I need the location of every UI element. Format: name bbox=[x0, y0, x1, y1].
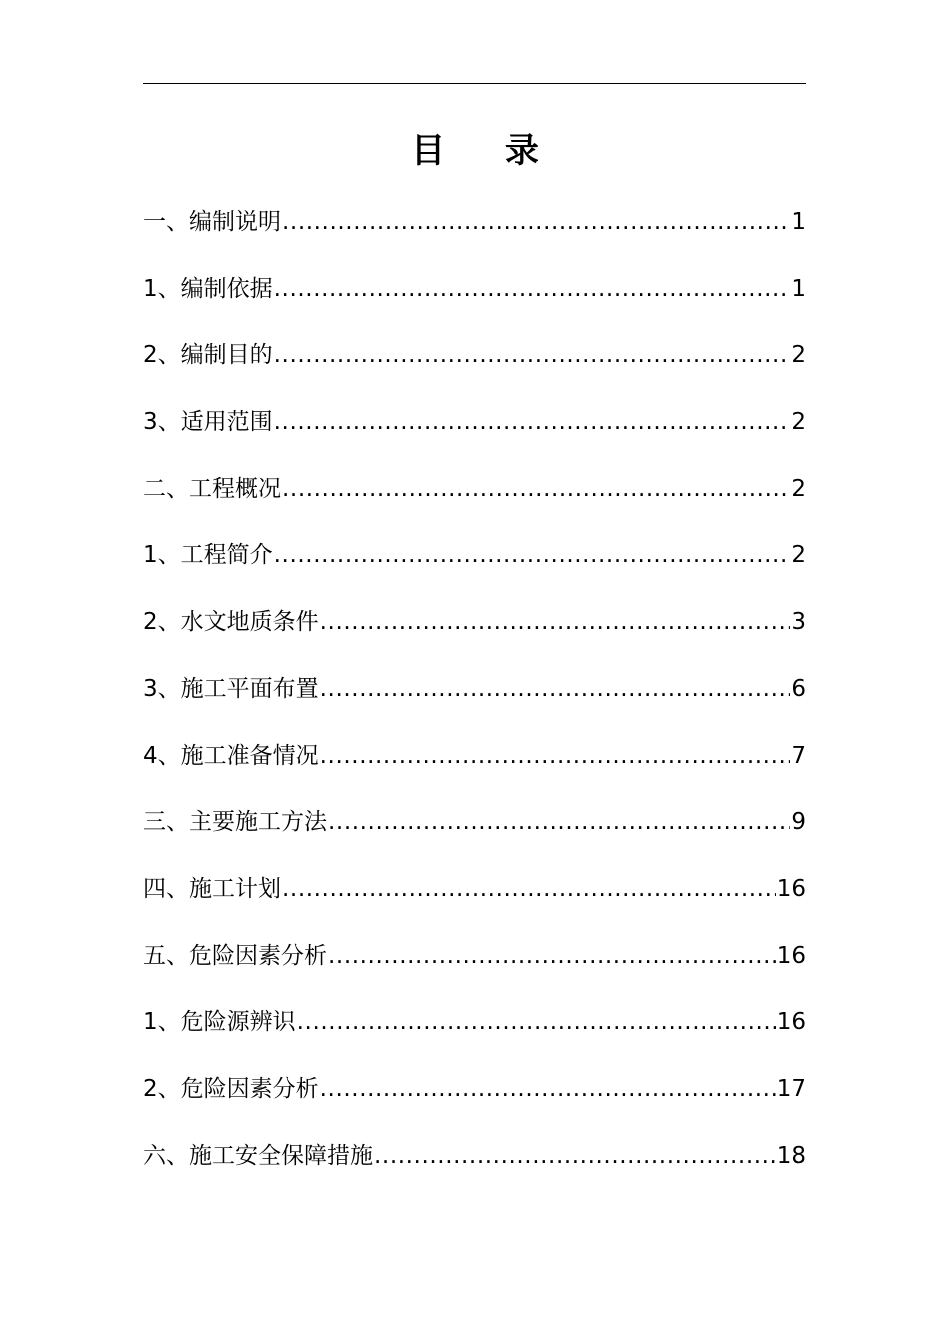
toc-dot-leader bbox=[328, 931, 776, 981]
toc-dot-leader bbox=[320, 597, 791, 647]
toc-entry-page: 1 bbox=[791, 275, 806, 302]
toc-entry[interactable] bbox=[143, 731, 806, 798]
toc-dot-leader bbox=[274, 530, 791, 580]
table-of-contents bbox=[143, 197, 806, 1197]
toc-entry-text: 4、施工准备情况 bbox=[143, 742, 319, 769]
toc-entry[interactable] bbox=[143, 864, 806, 931]
toc-entry-text: 3、施工平面布置 bbox=[143, 675, 319, 702]
toc-entry-text: 五、危险因素分析 bbox=[143, 942, 327, 969]
toc-entry-text: 3、适用范围 bbox=[143, 409, 273, 436]
toc-entry-text: 一、编制说明 bbox=[143, 209, 281, 235]
toc-entry-page: 16 bbox=[776, 1009, 806, 1036]
toc-dot-leader bbox=[320, 731, 791, 781]
toc-entry-page: 2 bbox=[791, 475, 806, 502]
toc-entry-page: 2 bbox=[791, 409, 806, 436]
toc-entry[interactable] bbox=[143, 931, 806, 998]
toc-entry[interactable] bbox=[143, 1064, 806, 1131]
toc-entry-text: 1、危险源辨识 bbox=[143, 1009, 296, 1036]
toc-entry-page: 17 bbox=[776, 1075, 806, 1102]
header-rule bbox=[143, 83, 806, 84]
toc-dot-leader bbox=[274, 330, 791, 380]
toc-dot-leader bbox=[320, 1064, 776, 1114]
toc-entry-page: 6 bbox=[791, 675, 806, 702]
toc-entry-page: 16 bbox=[776, 942, 806, 969]
toc-entry-text: 2、危险因素分析 bbox=[143, 1075, 319, 1102]
toc-entry-text: 六、施工安全保障措施 bbox=[143, 1142, 373, 1169]
toc-entry-text: 二、工程概况 bbox=[143, 475, 281, 502]
toc-entry[interactable] bbox=[143, 1131, 806, 1198]
toc-entry-text: 1、工程简介 bbox=[143, 542, 273, 569]
toc-entry-page: 2 bbox=[791, 542, 806, 569]
toc-entry-page: 18 bbox=[776, 1142, 806, 1169]
toc-dot-leader bbox=[282, 464, 790, 514]
toc-entry-text: 2、编制目的 bbox=[143, 342, 273, 369]
toc-entry[interactable] bbox=[143, 530, 806, 597]
toc-entry-text: 1、编制依据 bbox=[143, 275, 273, 302]
toc-entry[interactable] bbox=[143, 264, 806, 331]
toc-entry-text: 三、主要施工方法 bbox=[143, 809, 327, 836]
toc-entry-text: 四、施工计划 bbox=[143, 875, 281, 902]
toc-entry-page: 1 bbox=[791, 209, 806, 235]
toc-dot-leader bbox=[328, 797, 790, 847]
toc-entry[interactable] bbox=[143, 797, 806, 864]
toc-entry[interactable] bbox=[143, 397, 806, 464]
toc-entry[interactable] bbox=[143, 597, 806, 664]
toc-entry-text: 2、水文地质条件 bbox=[143, 609, 319, 636]
toc-entry[interactable] bbox=[143, 997, 806, 1064]
toc-dot-leader bbox=[297, 997, 776, 1047]
toc-dot-leader bbox=[274, 264, 791, 314]
toc-entry[interactable] bbox=[143, 197, 806, 264]
toc-entry-page: 16 bbox=[776, 875, 806, 902]
toc-dot-leader bbox=[320, 664, 791, 714]
toc-entry-page: 7 bbox=[791, 742, 806, 769]
toc-dot-leader bbox=[274, 397, 791, 447]
page-title: 目 录 bbox=[411, 131, 563, 171]
toc-entry[interactable] bbox=[143, 330, 806, 397]
toc-entry[interactable] bbox=[143, 664, 806, 731]
toc-entry[interactable] bbox=[143, 464, 806, 531]
toc-entry-page: 9 bbox=[791, 809, 806, 836]
toc-entry-page: 2 bbox=[791, 342, 806, 369]
toc-entry-page: 3 bbox=[791, 609, 806, 636]
toc-dot-leader bbox=[282, 197, 790, 247]
toc-dot-leader bbox=[374, 1131, 776, 1181]
toc-dot-leader bbox=[282, 864, 776, 914]
